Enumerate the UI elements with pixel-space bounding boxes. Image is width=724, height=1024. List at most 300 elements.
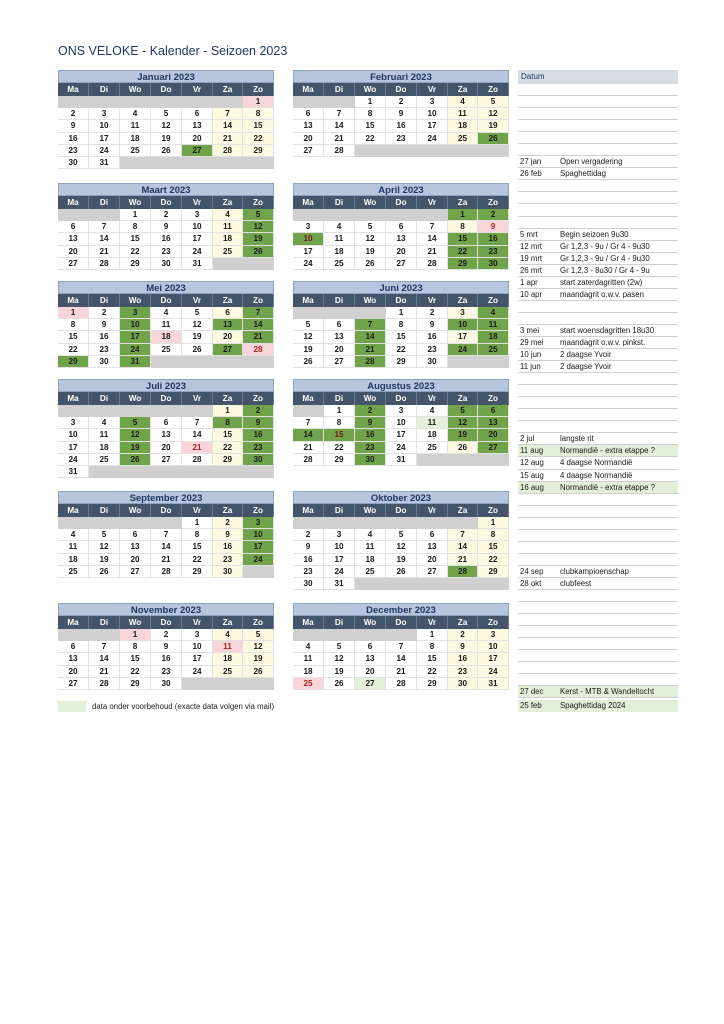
day-cell: 20	[293, 133, 324, 145]
day-cell: 5	[386, 529, 417, 541]
day-cell: 23	[478, 246, 509, 258]
event-date	[518, 120, 560, 131]
day-cell: 30	[478, 258, 509, 270]
day-header: Wo	[355, 83, 386, 96]
day-cell: 1	[478, 517, 509, 529]
day-cell: 20	[386, 246, 417, 258]
month-grid	[293, 392, 509, 466]
day-cell: 21	[243, 331, 274, 343]
day-cell: 24	[182, 246, 213, 258]
day-cell: 7	[324, 108, 355, 120]
day-cell: 10	[120, 319, 151, 331]
day-cell: 2	[417, 307, 448, 319]
day-cell: 5	[448, 405, 478, 417]
month-grid	[58, 504, 274, 578]
day-header: Wo	[355, 392, 386, 405]
day-cell	[448, 356, 478, 368]
day-cell: 22	[182, 554, 213, 566]
day-cell: 14	[243, 319, 274, 331]
day-cell: 17	[386, 429, 417, 441]
day-header: Wo	[355, 616, 386, 629]
event-date: 11 aug	[520, 446, 544, 456]
footer-event-date: 25 feb	[520, 701, 542, 710]
day-cell: 2	[243, 405, 274, 417]
event-row	[518, 409, 678, 421]
day-cell: 13	[417, 541, 448, 553]
event-text: maandagrit o.w.v. pinkst.	[560, 337, 646, 347]
day-header: Do	[151, 196, 182, 209]
day-cell: 27	[182, 145, 213, 157]
day-cell: 28	[355, 356, 386, 368]
day-cell: 24	[89, 145, 120, 157]
day-cell	[213, 258, 243, 270]
day-cell: 19	[324, 666, 355, 678]
event-date: 3 mei	[520, 325, 540, 335]
day-cell: 16	[478, 233, 509, 245]
event-row	[518, 614, 678, 626]
day-cell: 8	[213, 417, 243, 429]
day-cell: 13	[386, 233, 417, 245]
day-cell	[58, 96, 89, 108]
event-date	[518, 602, 560, 613]
event-row	[518, 325, 678, 337]
event-row	[518, 241, 678, 253]
event-date	[518, 626, 560, 637]
day-cell: 28	[448, 566, 478, 578]
day-cell: 12	[478, 108, 509, 120]
day-cell: 6	[478, 405, 509, 417]
day-cell: 16	[243, 429, 274, 441]
day-cell: 1	[213, 405, 243, 417]
day-cell: 14	[89, 233, 120, 245]
day-cell: 3	[243, 517, 274, 529]
day-cell: 15	[324, 429, 355, 441]
event-date	[518, 409, 560, 420]
event-text: Open vergadering	[560, 157, 623, 167]
day-cell: 21	[89, 666, 120, 678]
day-cell: 27	[478, 442, 509, 454]
day-cell: 3	[293, 221, 324, 233]
day-cell: 19	[243, 653, 274, 665]
event-row	[518, 421, 678, 433]
day-header: Vr	[417, 616, 448, 629]
day-header: Di	[89, 294, 120, 307]
day-header: Do	[151, 392, 182, 405]
day-cell: 2	[89, 307, 120, 319]
day-cell: 19	[151, 133, 182, 145]
day-cell: 28	[386, 678, 417, 690]
day-cell	[182, 356, 213, 368]
day-cell: 3	[448, 307, 478, 319]
day-cell: 15	[417, 653, 448, 665]
event-row	[518, 253, 678, 265]
day-header: Vr	[182, 294, 213, 307]
day-cell	[386, 209, 417, 221]
event-date: 5 mrt	[520, 229, 538, 239]
month-3	[293, 183, 509, 270]
day-cell: 17	[243, 541, 274, 553]
day-cell	[448, 454, 478, 466]
event-text: Spaghettidag	[560, 169, 606, 179]
day-cell: 3	[182, 209, 213, 221]
day-cell: 13	[182, 120, 213, 132]
day-cell	[324, 517, 355, 529]
day-cell: 28	[182, 454, 213, 466]
day-cell: 6	[58, 221, 89, 233]
day-cell	[478, 454, 509, 466]
day-cell: 5	[120, 417, 151, 429]
event-row	[518, 289, 678, 301]
day-cell: 4	[355, 529, 386, 541]
day-header: Do	[386, 504, 417, 517]
month-5	[293, 281, 509, 368]
day-cell: 15	[213, 429, 243, 441]
day-cell: 10	[386, 417, 417, 429]
event-row	[518, 229, 678, 241]
day-cell	[58, 629, 89, 641]
month-2	[58, 183, 274, 270]
day-cell: 9	[386, 108, 417, 120]
day-cell: 22	[417, 666, 448, 678]
day-header: Za	[213, 294, 243, 307]
day-cell: 18	[89, 442, 120, 454]
event-text: Kerst - MTB & Wandeltocht	[560, 687, 655, 697]
day-cell: 28	[213, 145, 243, 157]
day-cell: 17	[182, 233, 213, 245]
day-cell: 15	[243, 120, 274, 132]
month-10	[58, 603, 274, 690]
event-text: start woensdagritten 18u30	[560, 325, 655, 335]
day-cell: 22	[243, 133, 274, 145]
day-header: Wo	[120, 294, 151, 307]
event-date: 26 feb	[520, 169, 542, 179]
event-date	[518, 132, 560, 143]
day-header: Vr	[417, 196, 448, 209]
day-cell: 10	[182, 221, 213, 233]
month-4	[58, 281, 274, 368]
day-cell: 1	[324, 405, 355, 417]
event-row	[518, 457, 678, 469]
day-header: Ma	[58, 83, 89, 96]
event-date	[518, 301, 560, 312]
day-header: Vr	[417, 392, 448, 405]
event-date	[518, 144, 560, 155]
day-cell: 10	[58, 429, 89, 441]
day-cell: 9	[448, 641, 478, 653]
event-date	[518, 373, 560, 384]
day-cell: 8	[355, 108, 386, 120]
day-cell	[243, 466, 274, 478]
month-grid	[293, 83, 509, 157]
day-cell: 4	[120, 108, 151, 120]
day-cell: 11	[324, 233, 355, 245]
day-cell: 5	[243, 629, 274, 641]
day-cell: 18	[120, 133, 151, 145]
day-header: Di	[89, 616, 120, 629]
day-cell	[120, 96, 151, 108]
day-cell	[293, 629, 324, 641]
day-cell	[89, 209, 120, 221]
day-cell: 9	[417, 319, 448, 331]
day-cell: 7	[182, 417, 213, 429]
day-cell: 4	[324, 221, 355, 233]
day-cell: 7	[355, 319, 386, 331]
day-cell: 23	[151, 246, 182, 258]
day-cell: 14	[293, 429, 324, 441]
day-header: Ma	[58, 504, 89, 517]
event-date: 10 jun	[520, 350, 542, 360]
day-cell: 13	[120, 541, 151, 553]
day-cell	[58, 209, 89, 221]
day-cell: 4	[448, 96, 478, 108]
day-cell: 4	[58, 529, 89, 541]
day-cell: 30	[293, 578, 324, 590]
day-cell: 23	[355, 442, 386, 454]
day-header: Zo	[478, 504, 509, 517]
day-cell	[355, 145, 386, 157]
event-date: 15 aug	[520, 470, 544, 480]
event-row	[518, 144, 678, 156]
event-date	[518, 590, 560, 601]
day-cell: 6	[182, 108, 213, 120]
legend-swatch	[58, 701, 86, 712]
day-cell	[478, 578, 509, 590]
day-cell: 19	[386, 554, 417, 566]
event-date	[518, 217, 560, 228]
day-cell	[478, 145, 509, 157]
event-text: clubkampioenschap	[560, 566, 629, 576]
day-cell: 6	[213, 307, 243, 319]
day-cell: 12	[355, 233, 386, 245]
day-cell: 21	[293, 442, 324, 454]
day-cell: 1	[58, 307, 89, 319]
day-cell: 2	[151, 629, 182, 641]
day-cell: 27	[58, 678, 89, 690]
day-cell: 20	[120, 554, 151, 566]
day-cell	[243, 258, 274, 270]
day-cell: 24	[417, 133, 448, 145]
day-cell: 24	[182, 666, 213, 678]
day-cell: 4	[213, 209, 243, 221]
day-cell: 17	[324, 554, 355, 566]
day-cell: 19	[89, 554, 120, 566]
event-row	[518, 84, 678, 96]
day-cell: 16	[58, 133, 89, 145]
month-grid	[58, 196, 274, 270]
day-header: Za	[213, 196, 243, 209]
month-1	[293, 70, 509, 157]
event-text: Gr 1,2,3 - 9u / Gr 4 - 9u30	[560, 241, 650, 251]
day-cell: 13	[355, 653, 386, 665]
day-cell: 14	[448, 541, 478, 553]
day-cell: 6	[293, 108, 324, 120]
day-cell: 3	[89, 108, 120, 120]
day-cell: 5	[293, 319, 324, 331]
day-cell: 18	[293, 666, 324, 678]
day-header: Di	[89, 504, 120, 517]
day-cell: 25	[355, 566, 386, 578]
day-cell: 10	[324, 541, 355, 553]
event-row	[518, 180, 678, 192]
event-row	[518, 132, 678, 144]
event-row	[518, 602, 678, 614]
event-date	[518, 385, 560, 396]
month-0	[58, 70, 274, 169]
day-cell: 22	[355, 133, 386, 145]
day-cell: 14	[355, 331, 386, 343]
day-cell: 18	[213, 233, 243, 245]
day-cell: 1	[386, 307, 417, 319]
event-row	[518, 301, 678, 313]
day-header: Vr	[182, 504, 213, 517]
event-text: Normandië - extra etappe ?	[560, 482, 655, 492]
day-header: Zo	[478, 83, 509, 96]
day-cell: 28	[293, 454, 324, 466]
day-cell: 17	[478, 653, 509, 665]
day-cell: 26	[120, 454, 151, 466]
event-date	[518, 662, 560, 673]
day-cell	[448, 578, 478, 590]
day-header: Za	[448, 196, 478, 209]
day-cell: 13	[58, 653, 89, 665]
day-cell: 20	[58, 246, 89, 258]
day-cell	[386, 578, 417, 590]
event-row	[518, 433, 678, 445]
event-row	[518, 373, 678, 385]
day-cell: 21	[89, 246, 120, 258]
day-cell: 3	[58, 417, 89, 429]
day-cell: 18	[151, 331, 182, 343]
day-cell: 22	[386, 344, 417, 356]
event-date	[518, 674, 560, 685]
day-cell: 6	[58, 641, 89, 653]
event-row	[518, 445, 678, 457]
day-cell: 3	[120, 307, 151, 319]
day-header: Zo	[243, 616, 274, 629]
month-grid	[293, 616, 509, 690]
day-cell: 6	[417, 529, 448, 541]
day-cell	[355, 209, 386, 221]
month-title: Augustus 2023	[293, 379, 509, 392]
event-date	[518, 96, 560, 107]
day-cell: 7	[89, 221, 120, 233]
day-header: Za	[213, 392, 243, 405]
day-cell: 3	[324, 529, 355, 541]
day-cell: 24	[324, 566, 355, 578]
day-cell: 23	[151, 666, 182, 678]
day-cell: 19	[478, 120, 509, 132]
event-row	[518, 156, 678, 168]
day-cell: 27	[293, 145, 324, 157]
day-cell	[355, 307, 386, 319]
day-header: Ma	[58, 294, 89, 307]
day-cell: 14	[417, 233, 448, 245]
day-cell: 31	[324, 578, 355, 590]
month-grid	[58, 294, 274, 368]
day-cell: 26	[243, 666, 274, 678]
day-header: Zo	[478, 294, 509, 307]
day-header: Wo	[355, 294, 386, 307]
day-cell	[89, 517, 120, 529]
day-cell: 29	[417, 678, 448, 690]
event-row	[518, 686, 678, 698]
day-cell: 2	[151, 209, 182, 221]
day-cell: 12	[324, 653, 355, 665]
day-cell	[324, 96, 355, 108]
day-cell: 16	[293, 554, 324, 566]
month-title: Februari 2023	[293, 70, 509, 83]
day-cell	[151, 96, 182, 108]
day-cell: 13	[478, 417, 509, 429]
day-cell	[386, 517, 417, 529]
day-cell	[151, 405, 182, 417]
event-row	[518, 265, 678, 277]
day-cell: 11	[448, 108, 478, 120]
day-cell: 26	[355, 258, 386, 270]
day-cell: 28	[417, 258, 448, 270]
day-cell: 28	[324, 145, 355, 157]
day-cell: 24	[478, 666, 509, 678]
event-date: 27 jan	[520, 157, 542, 167]
day-cell: 15	[478, 541, 509, 553]
event-row	[518, 168, 678, 180]
day-cell	[417, 517, 448, 529]
event-row	[518, 554, 678, 566]
day-header: Ma	[293, 196, 324, 209]
day-cell	[89, 405, 120, 417]
day-header: Za	[448, 392, 478, 405]
day-cell: 12	[151, 120, 182, 132]
event-row	[518, 96, 678, 108]
day-cell: 8	[324, 417, 355, 429]
month-grid	[293, 504, 509, 590]
month-6	[58, 379, 274, 478]
event-date	[518, 518, 560, 529]
day-cell	[89, 96, 120, 108]
day-header: Zo	[243, 196, 274, 209]
day-cell: 20	[151, 442, 182, 454]
day-cell: 15	[355, 120, 386, 132]
footer-event-text: Spaghettidag 2024	[560, 701, 626, 710]
day-cell: 31	[89, 157, 120, 169]
day-cell: 29	[213, 454, 243, 466]
day-cell: 27	[151, 454, 182, 466]
month-title: December 2023	[293, 603, 509, 616]
day-cell: 7	[89, 641, 120, 653]
day-cell	[213, 356, 243, 368]
day-cell: 2	[213, 517, 243, 529]
day-header: Zo	[243, 83, 274, 96]
day-cell: 5	[243, 209, 274, 221]
event-row	[518, 397, 678, 409]
day-header: Ma	[293, 616, 324, 629]
day-cell: 16	[448, 653, 478, 665]
event-date: 12 mrt	[520, 241, 543, 251]
day-cell: 6	[151, 417, 182, 429]
day-header: Vr	[182, 196, 213, 209]
day-cell: 5	[89, 529, 120, 541]
event-text: 4 daagse Normandië	[560, 470, 633, 480]
event-row	[518, 626, 678, 638]
day-cell: 10	[478, 641, 509, 653]
day-cell: 21	[417, 246, 448, 258]
day-cell: 18	[478, 331, 509, 343]
day-cell: 5	[355, 221, 386, 233]
month-title: Oktober 2023	[293, 491, 509, 504]
day-cell: 22	[324, 442, 355, 454]
day-cell: 8	[182, 529, 213, 541]
day-cell	[182, 96, 213, 108]
